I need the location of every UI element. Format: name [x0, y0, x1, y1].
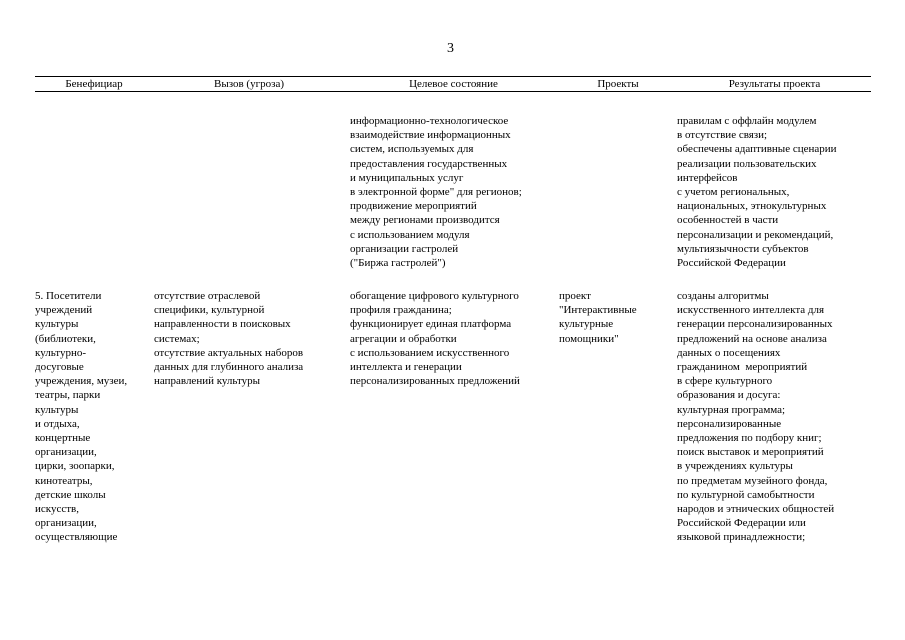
header-beneficiary: Бенефициар	[65, 78, 123, 90]
header-results: Результаты проекта	[728, 78, 821, 90]
row2-challenge-cell: отсутствие отраслевой специфики, культурной направленности в поисковых системах; отсутствие актуальных наборов данных для глубинного анализа направлений культуры	[154, 290, 304, 388]
row2-beneficiary-cell: 5. Посетители учреждений культуры (библиотеки, культурно- досуговые учреждения, музеи, театры, парки культуры и отдыха, концертные организации, цирки, зоопарки, кинотеатры, детские школы искусств, организации, осуществляющие	[35, 290, 128, 544]
row2-projects-cell: проект "Интерактивные культурные помощники"	[559, 290, 637, 345]
table-header-rule	[35, 91, 871, 92]
header-challenge: Вызов (угроза)	[213, 78, 285, 90]
table-top-rule	[35, 76, 871, 77]
row2-target-state-cell: обогащение цифрового культурного профиля гражданина; функционирует единая платформа агрегации и обработки с использованием искусственного интеллекта и генерации персонализированных предложений	[350, 290, 520, 388]
row1-results-cell: правилам с оффлайн модулем в отсутствие связи; обеспечены адаптивные сценарии реализации пользовательских интерфейсов с учетом региональных, национальных, этнокультурных особенностей в части персонализации и рекомендаций, мультиязычности субъектов Российской Федерации	[677, 115, 837, 270]
header-projects: Проекты	[597, 78, 639, 90]
row1-target-state-cell: информационно-технологическое взаимодействие информационных систем, используемых для предоставления государственных и муниципальных услуг в электронной форме" для регионов; продвижение мероприятий между регионами производится с использованием модуля организации гастролей ("Биржа гастролей")	[350, 115, 522, 270]
row2-results-cell: созданы алгоритмы искусственного интеллекта для генерации персонализированных предложений на основе анализа данных о посещениях гражданином мероприятий в сфере культурного образования и досуга: культурная программа; персонализированные предложения по подбору книг; поиск выставок и мероприятий в учреждениях культуры по предметам музейного фонда, по культурной самобытности народов и этнических общностей Российской Федерации или языковой принадлежности;	[677, 290, 835, 544]
page-number: 3	[447, 41, 454, 56]
header-target-state: Целевое состояние	[409, 78, 498, 90]
